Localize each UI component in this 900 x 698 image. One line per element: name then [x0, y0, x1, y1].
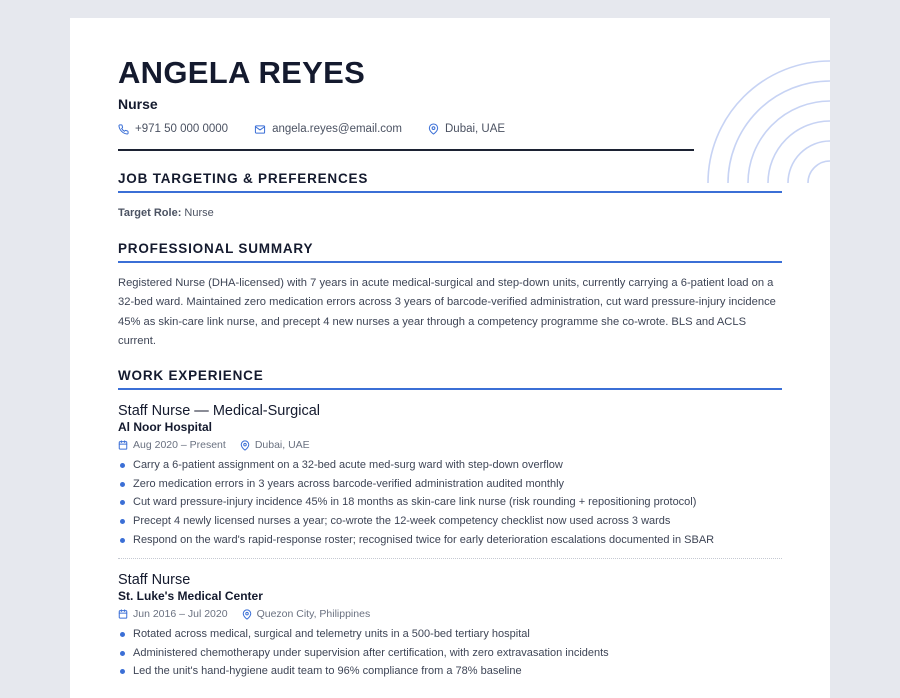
contact-row [118, 122, 782, 136]
bullet-item: Zero medication errors in 3 years across barcode-verified administration audited monthly [118, 475, 782, 494]
map-pin-icon [242, 609, 252, 620]
bullet-item: Respond on the ward's rapid-response roster; recognised twice for early deterioration escalations documented in SBAR [118, 531, 782, 550]
target-role [118, 206, 782, 220]
map-pin-icon [240, 440, 250, 451]
resume-page [70, 18, 830, 698]
section-heading-summary: PROFESSIONAL SUMMARY [118, 240, 782, 263]
phone-icon [118, 124, 129, 135]
job-location [242, 607, 371, 621]
mail-icon [254, 124, 266, 135]
job-dates [118, 438, 226, 452]
bullet-item: Carry a 6-patient assignment on a 32-bed acute med-surg ward with step-down overflow [118, 456, 782, 475]
phone-text: +971 50 000 0000 [135, 123, 229, 135]
job-dates-text: Aug 2020 – Present [133, 439, 226, 452]
bullet-item: Rotated across medical, surgical and telemetry units in a 500-bed tertiary hospital [118, 625, 782, 644]
contact-location [428, 122, 505, 136]
job-meta [118, 438, 782, 452]
company-name: St. Luke's Medical Center [118, 589, 263, 604]
target-role-value: Nurse [184, 207, 214, 219]
email-text: angela.reyes@email.com [272, 123, 402, 135]
job-location-text: Quezon City, Philippines [256, 608, 371, 621]
bullet-item: Administered chemotherapy under supervision after certification, with zero extravasation incidents [118, 644, 782, 663]
job-bullets [118, 456, 782, 549]
calendar-icon [118, 609, 128, 619]
job-entry [118, 571, 782, 681]
target-role-label: Target Role: [118, 207, 182, 219]
summary-text: Registered Nurse (DHA-licensed) with 7 years in acute medical-surgical and step-down units, currently carrying a 6-patient load on a 32-bed ward. Maintained zero medication errors across 3 years of barcode-verified administration, cut ward pressure-injury incidence 45% as skin-care link nurse, and precept 4 new nurses a year through a competency programme she co-wrote. BLS and ACLS current. [118, 277, 776, 347]
job-dates [118, 607, 228, 621]
job-location [240, 438, 310, 452]
job-dates-text: Jun 2016 – Jul 2020 [133, 608, 228, 621]
calendar-icon [118, 440, 128, 450]
section-heading-job-targeting: JOB TARGETING & PREFERENCES [118, 170, 782, 193]
job-title: Staff Nurse — Medical-Surgical [118, 403, 321, 420]
section-heading-work-experience: WORK EXPERIENCE [118, 367, 782, 390]
job-title: Staff Nurse [118, 572, 191, 589]
contact-phone[interactable] [118, 122, 228, 136]
candidate-title: Nurse [118, 96, 158, 112]
job-location-text: Dubai, UAE [254, 439, 310, 452]
bullet-item: Cut ward pressure-injury incidence 45% in 18 months as skin-care link nurse (risk rounding + repositioning protocol) [118, 493, 782, 512]
bullet-item: Precept 4 newly licensed nurses a year; co-wrote the 12-week competency checklist now used across 3 wards [118, 512, 782, 531]
candidate-name: ANGELA REYES [118, 55, 366, 90]
job-bullets [118, 625, 782, 681]
job-divider [118, 558, 782, 559]
map-pin-icon [428, 123, 439, 135]
contact-email[interactable] [254, 122, 402, 136]
job-meta [118, 607, 782, 621]
header-divider [118, 149, 694, 151]
company-name: Al Noor Hospital [118, 420, 213, 435]
bullet-item: Led the unit's hand-hygiene audit team to 96% compliance from a 78% baseline [118, 662, 782, 681]
location-text: Dubai, UAE [445, 123, 506, 135]
job-entry [118, 402, 782, 559]
